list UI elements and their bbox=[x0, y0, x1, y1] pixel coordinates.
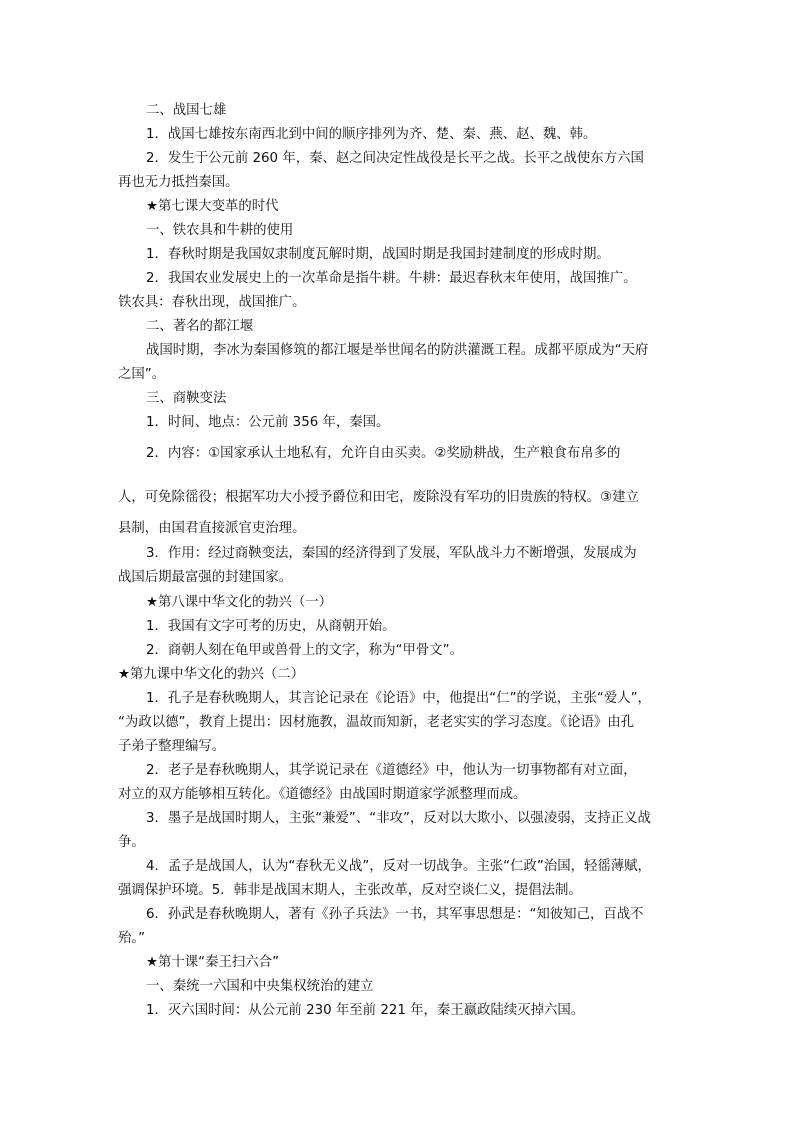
section-heading: 二、战国七雄 bbox=[146, 103, 227, 118]
text-line: 强调保护环境。5．韩非是战国末期人，主张改革，反对空谈仁义，提倡法制。 bbox=[118, 883, 582, 898]
text-line: 县制，由国君直接派官吏治理。 bbox=[118, 521, 306, 536]
text-line: 争。 bbox=[118, 835, 145, 850]
text-line: 2．商朝人刻在龟甲或兽骨上的文字，称为“甲骨文”。 bbox=[146, 643, 463, 658]
lesson-heading: ★第十课“秦王扫六合” bbox=[146, 955, 280, 970]
text-line: 1．春秋时期是我国奴隶制度瓦解时期，战国时期是我国封建制度的形成时期。 bbox=[146, 247, 610, 262]
text-line: 6．孙武是春秋晚期人，著有《孙子兵法》一书，其军事思想是：“知彼知己，百战不 bbox=[146, 907, 644, 922]
lesson-heading: ★第八课中华文化的勃兴（一） bbox=[146, 595, 333, 610]
text-line: “为政以德”，教育上提出：因材施教，温故而知新，老老实实的学习态度。《论语》由孔 bbox=[118, 715, 635, 730]
text-line: 3．作用：经过商鞅变法，秦国的经济得到了发展，军队战斗力不断增强，发展成为 bbox=[146, 546, 637, 561]
section-heading: 一、铁农具和牛耕的使用 bbox=[146, 223, 294, 238]
text-line: 3．墨子是战国时期人，主张“兼爱”、“非攻”，反对以大欺小、以强凌弱，支持正义战 bbox=[146, 811, 651, 826]
text-line: 1．我国有文字可考的历史，从商朝开始。 bbox=[146, 619, 396, 634]
text-line: 殆。” bbox=[118, 931, 146, 946]
text-line: 2．发生于公元前 260 年，秦、赵之间决定性战役是长平之战。长平之战使东方六国 bbox=[146, 151, 644, 166]
text-line: 人，可免除徭役；根据军功大小授予爵位和田宅，废除没有军功的旧贵族的特权。③建立 bbox=[118, 490, 639, 505]
text-line: 对立的双方能够相互转化。《道德经》由战国时期道家学派整理而成。 bbox=[118, 787, 527, 802]
text-line: 2．内容：①国家承认土地私有，允许自由买卖。②奖励耕战，生产粮食布帛多的 bbox=[146, 446, 621, 461]
text-line: 子弟子整理编写。 bbox=[118, 739, 226, 754]
text-line: 战国后期最富强的封建国家。 bbox=[118, 570, 293, 585]
text-line: 2．老子是春秋晚期人，其学说记录在《道德经》中，他认为一切事物都有对立面， bbox=[146, 763, 637, 778]
text-line: 之国”。 bbox=[118, 367, 166, 382]
text-line: 1．战国七雄按东南西北到中间的顺序排列为齐、楚、秦、燕、赵、魏、韩。 bbox=[146, 127, 597, 142]
section-heading: 一、秦统一六国和中央集权统治的建立 bbox=[146, 979, 374, 994]
text-line: 铁农具：春秋出现，战国推广。 bbox=[118, 295, 306, 310]
text-line: 1．灭六国时间：从公元前 230 年至前 221 年，秦王嬴政陆续灭掉六国。 bbox=[146, 1003, 585, 1018]
text-line: 1．孔子是春秋晚期人，其言论记录在《论语》中，他提出“仁”的学说，主张“爱人”， bbox=[146, 691, 651, 706]
text-line: 2．我国农业发展史上的一次革命是指牛耕。牛耕：最迟春秋末年使用，战国推广。 bbox=[146, 271, 637, 286]
section-heading: 二、著名的都江堰 bbox=[146, 319, 254, 334]
text-line: 战国时期，李冰为秦国修筑的都江堰是举世闻名的防洪灌溉工程。成都平原成为“天府 bbox=[146, 343, 649, 358]
text-line: 1．时间、地点：公元前 356 年，秦国。 bbox=[146, 415, 390, 430]
text-line: 4．孟子是战国人，认为“春秋无义战”，反对一切战争。主张“仁政”治国，轻徭薄赋， bbox=[146, 859, 651, 874]
text-line: 再也无力抵挡秦国。 bbox=[118, 175, 239, 190]
section-heading: 三、商鞅变法 bbox=[146, 391, 227, 406]
lesson-heading: ★第七课大变革的时代 bbox=[146, 199, 279, 214]
lesson-heading: ★第九课中华文化的勃兴（二） bbox=[118, 667, 305, 682]
